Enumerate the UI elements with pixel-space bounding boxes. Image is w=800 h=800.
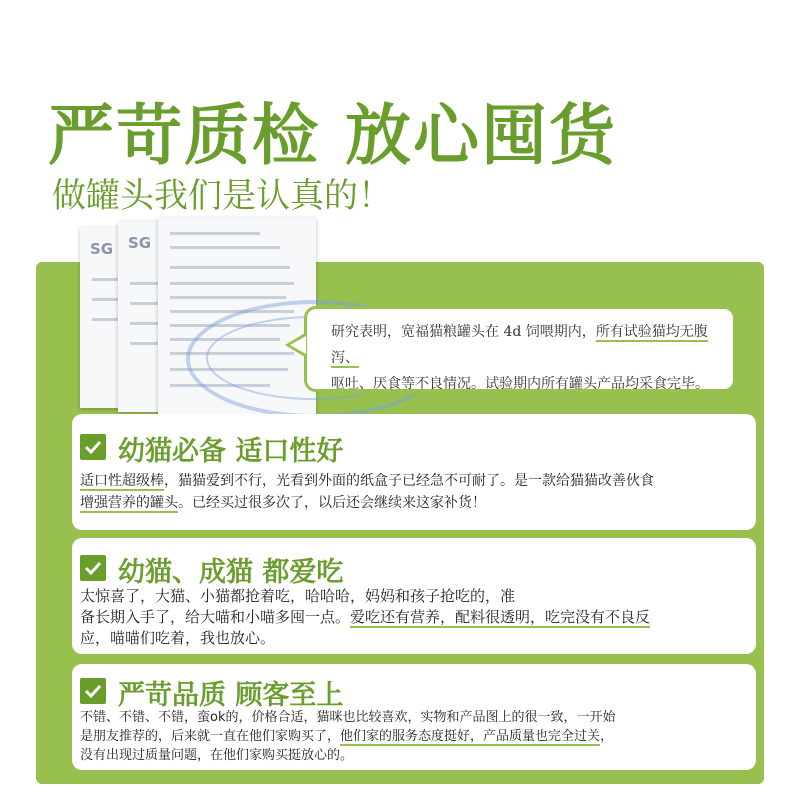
test-report-page: SG <box>118 222 188 412</box>
review-card-title: 严苛品质 顾客至上 <box>118 680 344 711</box>
review-card-text: 适口性超级棒，猫猫爱到不行，光看到外面的纸盒子已经急不可耐了。是一款给猫猫改善伙食 增强营养的罐头。已经买过很多次了，以后还会继续来这家补货！ <box>80 473 654 511</box>
review-card-text: 太惊喜了，大猫、小猫都抢着吃，哈哈哈，妈妈和孩子抢吃的，准 备长期入手了，给大喵和小喵多囤一点。爱吃还有营养，配料很透明，吃完没有不良反 应，喵喵们吃着，我也放心。 <box>80 587 651 647</box>
review-card <box>72 664 756 770</box>
research-callout <box>304 306 736 392</box>
checkmark-icon <box>80 678 106 704</box>
checkmark-icon <box>80 555 106 581</box>
test-report-page: SG <box>80 228 140 408</box>
review-card-text: 不错、不错、不错，蛮ok的，价格合适，猫咪也比较喜欢，实物和产品图上的很一致，一开始 是朋友推荐的，后来就一直在他们家购买了，他们家的服务态度挺好，产品质量也完全过关， 没有出现过质量问题，在他们家购买挺放心的。 <box>80 710 616 763</box>
page-subtitle: 做罐头我们是认真的！ <box>52 176 392 216</box>
page-title: 严苛质检 放心囤货 <box>48 97 617 174</box>
review-card <box>72 414 756 530</box>
research-callout-text: 研究表明，宽福猫粮罐头在 4d 饲喂期内，所有试验猫均无腹泻、 呕吐、厌食等不良情况。试验期内所有罐头产品均采食完毕。 <box>331 324 709 392</box>
review-card <box>72 538 756 654</box>
checkmark-icon <box>80 434 106 460</box>
review-card-title: 幼猫必备 适口性好 <box>118 436 344 467</box>
review-card-title: 幼猫、成猫 都爱吃 <box>118 557 344 588</box>
